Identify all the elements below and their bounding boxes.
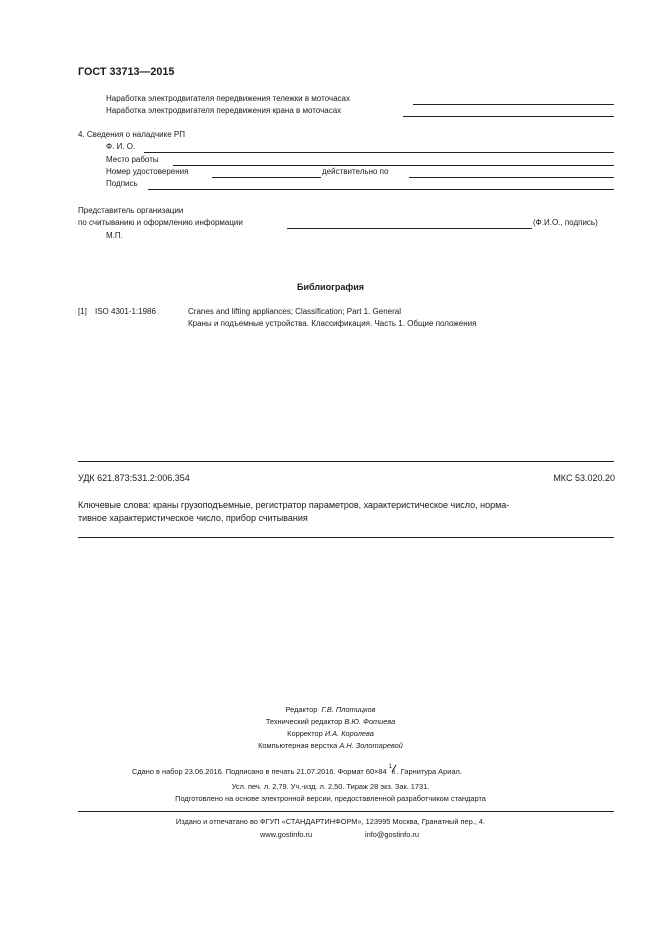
keywords-line2: тивное характеристическое число, прибор считывания	[78, 513, 308, 523]
representative-suffix: (Ф.И.О., подпись)	[533, 218, 598, 227]
bib-item-title-en: Cranes and lifting appliances; Classification; Part 1. General	[188, 307, 401, 316]
signature-label: Подпись	[106, 179, 138, 188]
mks-code: МКС 53.020.20	[553, 473, 615, 483]
bib-item-code: ISO 4301-1:1986	[95, 307, 156, 316]
workplace-label: Место работы	[106, 155, 159, 164]
publisher-email: info@gostinfo.ru	[365, 830, 419, 839]
adjuster-name-label: Ф. И. О.	[106, 142, 136, 151]
rule-bottom	[78, 537, 614, 538]
editor-name: Г.В. Плотицков	[321, 705, 376, 714]
page-header: ГОСТ 33713—2015	[78, 66, 175, 78]
font-text: . Гарнитура Ариал.	[396, 767, 462, 776]
representative-line2: по считыванию и оформлению информации	[78, 218, 243, 227]
imprint-tech-editor	[0, 717, 661, 726]
adjuster-heading: 4. Сведения о наладчике РП	[78, 130, 185, 139]
corrector-name: И.А. Королева	[324, 729, 374, 738]
representative-line1: Представитель организации	[78, 206, 184, 215]
imprint-publisher: Издано и отпечатано во ФГУП «СТАНДАРТИНФОРМ», 123995 Москва, Гранатный пер., 4.	[175, 817, 486, 826]
imprint-editor	[0, 705, 661, 714]
stamp-label: М.П.	[106, 231, 123, 240]
rule-imprint	[78, 811, 614, 812]
dates-text: Сдано в набор 23.06.2016. Подписано в печать 21.07.2016. Формат 60×84	[132, 767, 387, 776]
keywords-line1: Ключевые слова: краны грузоподъемные, регистратор параметров, характеристическое число, норма-	[78, 500, 510, 510]
bib-item-title-ru: Краны и подъемные устройства. Классификация. Часть 1. Общие положения	[188, 319, 477, 328]
adjuster-name-line	[144, 152, 614, 153]
layout-name: А.Н. Золотаревой	[339, 741, 403, 750]
motor-crane-label: Наработка электродвигателя передвижения крана в моточасах	[106, 106, 342, 115]
imprint-print-info: Усл. печ. л. 2,79. Уч.-изд. л. 2,50. Тираж 28 экз. Зак. 1731.	[231, 782, 430, 791]
representative-fill-line	[287, 228, 532, 229]
layout-label: Компьютерная верстка	[258, 741, 338, 750]
rule-top	[78, 461, 614, 462]
cert-label: Номер удостоверения	[106, 167, 189, 176]
format-fraction	[389, 766, 397, 776]
bibliography-heading: Библиография	[297, 282, 364, 292]
imprint-layout	[0, 741, 661, 750]
valid-label: действительно по	[322, 167, 389, 176]
imprint-corrector	[0, 729, 661, 738]
motor-crane-fill-line	[403, 116, 614, 117]
fraction-numerator: 1	[388, 764, 393, 770]
imprint-prepared: Подготовлено на основе электронной версии, предоставленной разработчиком стандарта	[175, 794, 486, 803]
bib-item-number: [1]	[78, 307, 87, 316]
motor-trolley-fill-line	[413, 104, 614, 105]
imprint-dates	[132, 766, 462, 776]
corrector-label: Корректор	[287, 729, 323, 738]
editor-label: Редактор	[285, 705, 318, 714]
publisher-site: www.gostinfo.ru	[260, 830, 313, 839]
motor-trolley-label: Наработка электродвигателя передвижения тележки в моточасах	[106, 94, 350, 103]
cert-line	[212, 177, 321, 178]
workplace-line	[173, 165, 614, 166]
tech-label: Технический редактор	[265, 717, 343, 726]
signature-line	[148, 189, 614, 190]
udk-code: УДК 621.873:531.2:006.354	[78, 473, 190, 483]
tech-name: В.Ю. Фотиева	[344, 717, 396, 726]
valid-line	[409, 177, 614, 178]
fraction-denominator: 8	[391, 770, 396, 776]
